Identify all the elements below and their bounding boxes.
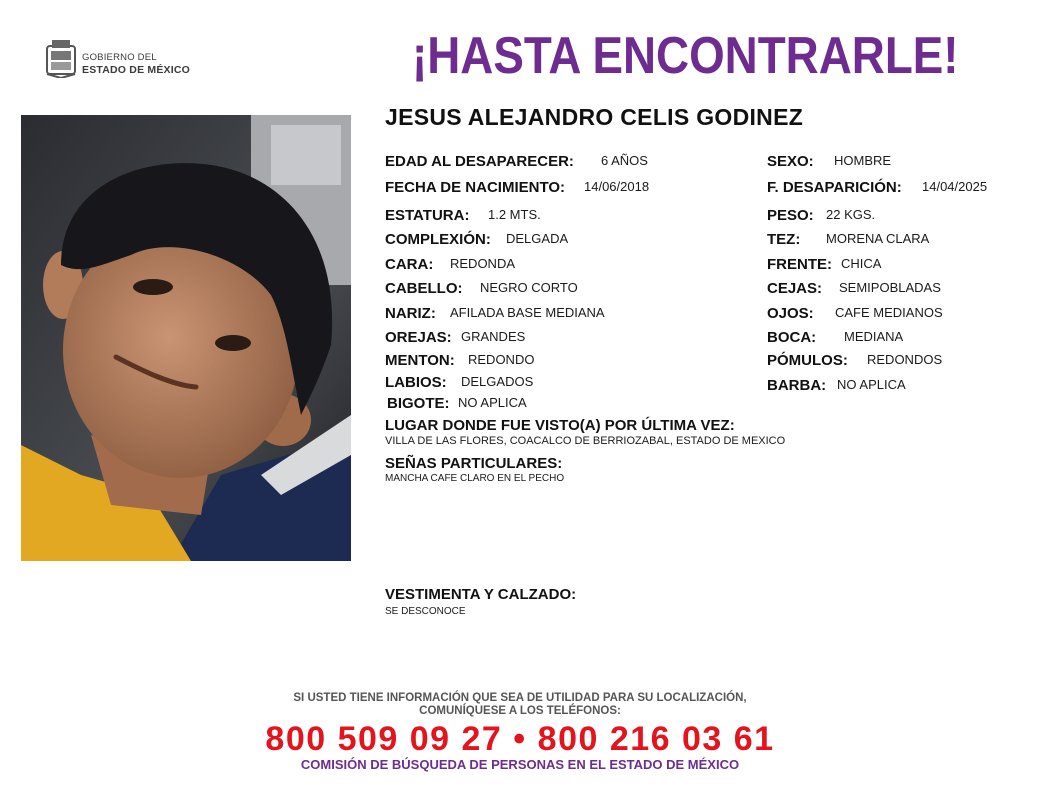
- clothing-label: VESTIMENTA Y CALZADO:: [385, 586, 577, 603]
- complexion-value: DELGADA: [506, 231, 569, 246]
- clothing-value: SE DESCONOCE: [385, 606, 466, 617]
- phone-number-1[interactable]: 800 509 09 27: [265, 720, 503, 758]
- edad-value: 6 AÑOS: [601, 153, 648, 168]
- missing-person-photo: [21, 115, 351, 561]
- ojos-label: OJOS:: [767, 305, 814, 322]
- nacimiento-value: 14/06/2018: [584, 179, 650, 194]
- last-seen-label: LUGAR DONDE FUE VISTO(A) POR ÚLTIMA VEZ:: [385, 417, 735, 434]
- sexo-label: SEXO:: [767, 153, 814, 170]
- estatura-label: ESTATURA:: [385, 207, 470, 224]
- edad-label: EDAD AL DESAPARECER:: [385, 153, 574, 170]
- tez-label: TEZ:: [767, 231, 801, 248]
- phone-number-2[interactable]: 800 216 03 61: [537, 720, 775, 758]
- peso-label: PESO:: [767, 207, 814, 224]
- cara-value: REDONDA: [450, 256, 516, 271]
- last-seen-value: VILLA DE LAS FLORES, COACALCO DE BERRIOZABAL, ESTADO DE MEXICO: [385, 435, 786, 447]
- government-logo: [44, 38, 204, 80]
- footer-note-line1: SI USTED TIENE INFORMACIÓN QUE SEA DE UTILIDAD PARA SU LOCALIZACIÓN,: [293, 692, 747, 704]
- coat-of-arms-icon: [44, 38, 78, 78]
- barba-label: BARBA:: [767, 377, 827, 394]
- cabello-label: CABELLO:: [385, 280, 463, 297]
- nacimiento-label: FECHA DE NACIMIENTO:: [385, 179, 565, 196]
- desaparicion-value: 14/04/2025: [922, 179, 988, 194]
- labios-label: LABIOS:: [385, 374, 447, 391]
- bigote-label: BIGOTE:: [387, 395, 450, 412]
- person-name: JESUS ALEJANDRO CELIS GODINEZ: [385, 104, 804, 130]
- marks-label: SEÑAS PARTICULARES:: [385, 455, 563, 472]
- menton-value: REDONDO: [468, 352, 535, 367]
- phone-separator: •: [513, 720, 527, 758]
- cejas-label: CEJAS:: [767, 280, 823, 297]
- frente-label: FRENTE:: [767, 256, 832, 273]
- nariz-value: AFILADA BASE MEDIANA: [450, 305, 605, 320]
- ojos-value: CAFE MEDIANOS: [835, 305, 943, 320]
- labios-value: DELGADOS: [461, 374, 534, 389]
- pomulos-label: PÓMULOS:: [767, 352, 848, 369]
- cara-label: CARA:: [385, 256, 434, 273]
- tez-value: MORENA CLARA: [826, 231, 930, 246]
- headline: ¡HASTA ENCONTRARLE!: [412, 27, 959, 85]
- cabello-value: NEGRO CORTO: [480, 280, 578, 295]
- cejas-value: SEMIPOBLADAS: [839, 280, 941, 295]
- phone-numbers: [0, 720, 1040, 759]
- desaparicion-label: F. DESAPARICIÓN:: [767, 179, 902, 196]
- pomulos-value: REDONDOS: [867, 352, 943, 367]
- complexion-label: COMPLEXIÓN:: [385, 231, 491, 248]
- orejas-value: GRANDES: [461, 329, 526, 344]
- boca-value: MEDIANA: [844, 329, 904, 344]
- barba-value: NO APLICA: [837, 377, 906, 392]
- footer-note-line2: COMUNÍQUESE A LOS TELÉFONOS:: [419, 705, 621, 717]
- peso-value: 22 KGS.: [826, 207, 876, 222]
- logo-line2: ESTADO DE MÉXICO: [82, 64, 191, 76]
- child-portrait-illustration: [21, 115, 351, 561]
- marks-value: MANCHA CAFE CLARO EN EL PECHO: [385, 473, 565, 484]
- estatura-value: 1.2 MTS.: [488, 207, 541, 222]
- menton-label: MENTON:: [385, 352, 455, 369]
- commission-name: COMISIÓN DE BÚSQUEDA DE PERSONAS EN EL ESTADO DE MÉXICO: [300, 757, 740, 772]
- bigote-value: NO APLICA: [458, 395, 527, 410]
- sexo-value: HOMBRE: [834, 153, 892, 168]
- orejas-label: OREJAS:: [385, 329, 452, 346]
- boca-label: BOCA:: [767, 329, 817, 346]
- logo-line1: GOBIERNO DEL: [82, 52, 157, 63]
- nariz-label: NARIZ:: [385, 305, 436, 322]
- frente-value: CHICA: [841, 256, 882, 271]
